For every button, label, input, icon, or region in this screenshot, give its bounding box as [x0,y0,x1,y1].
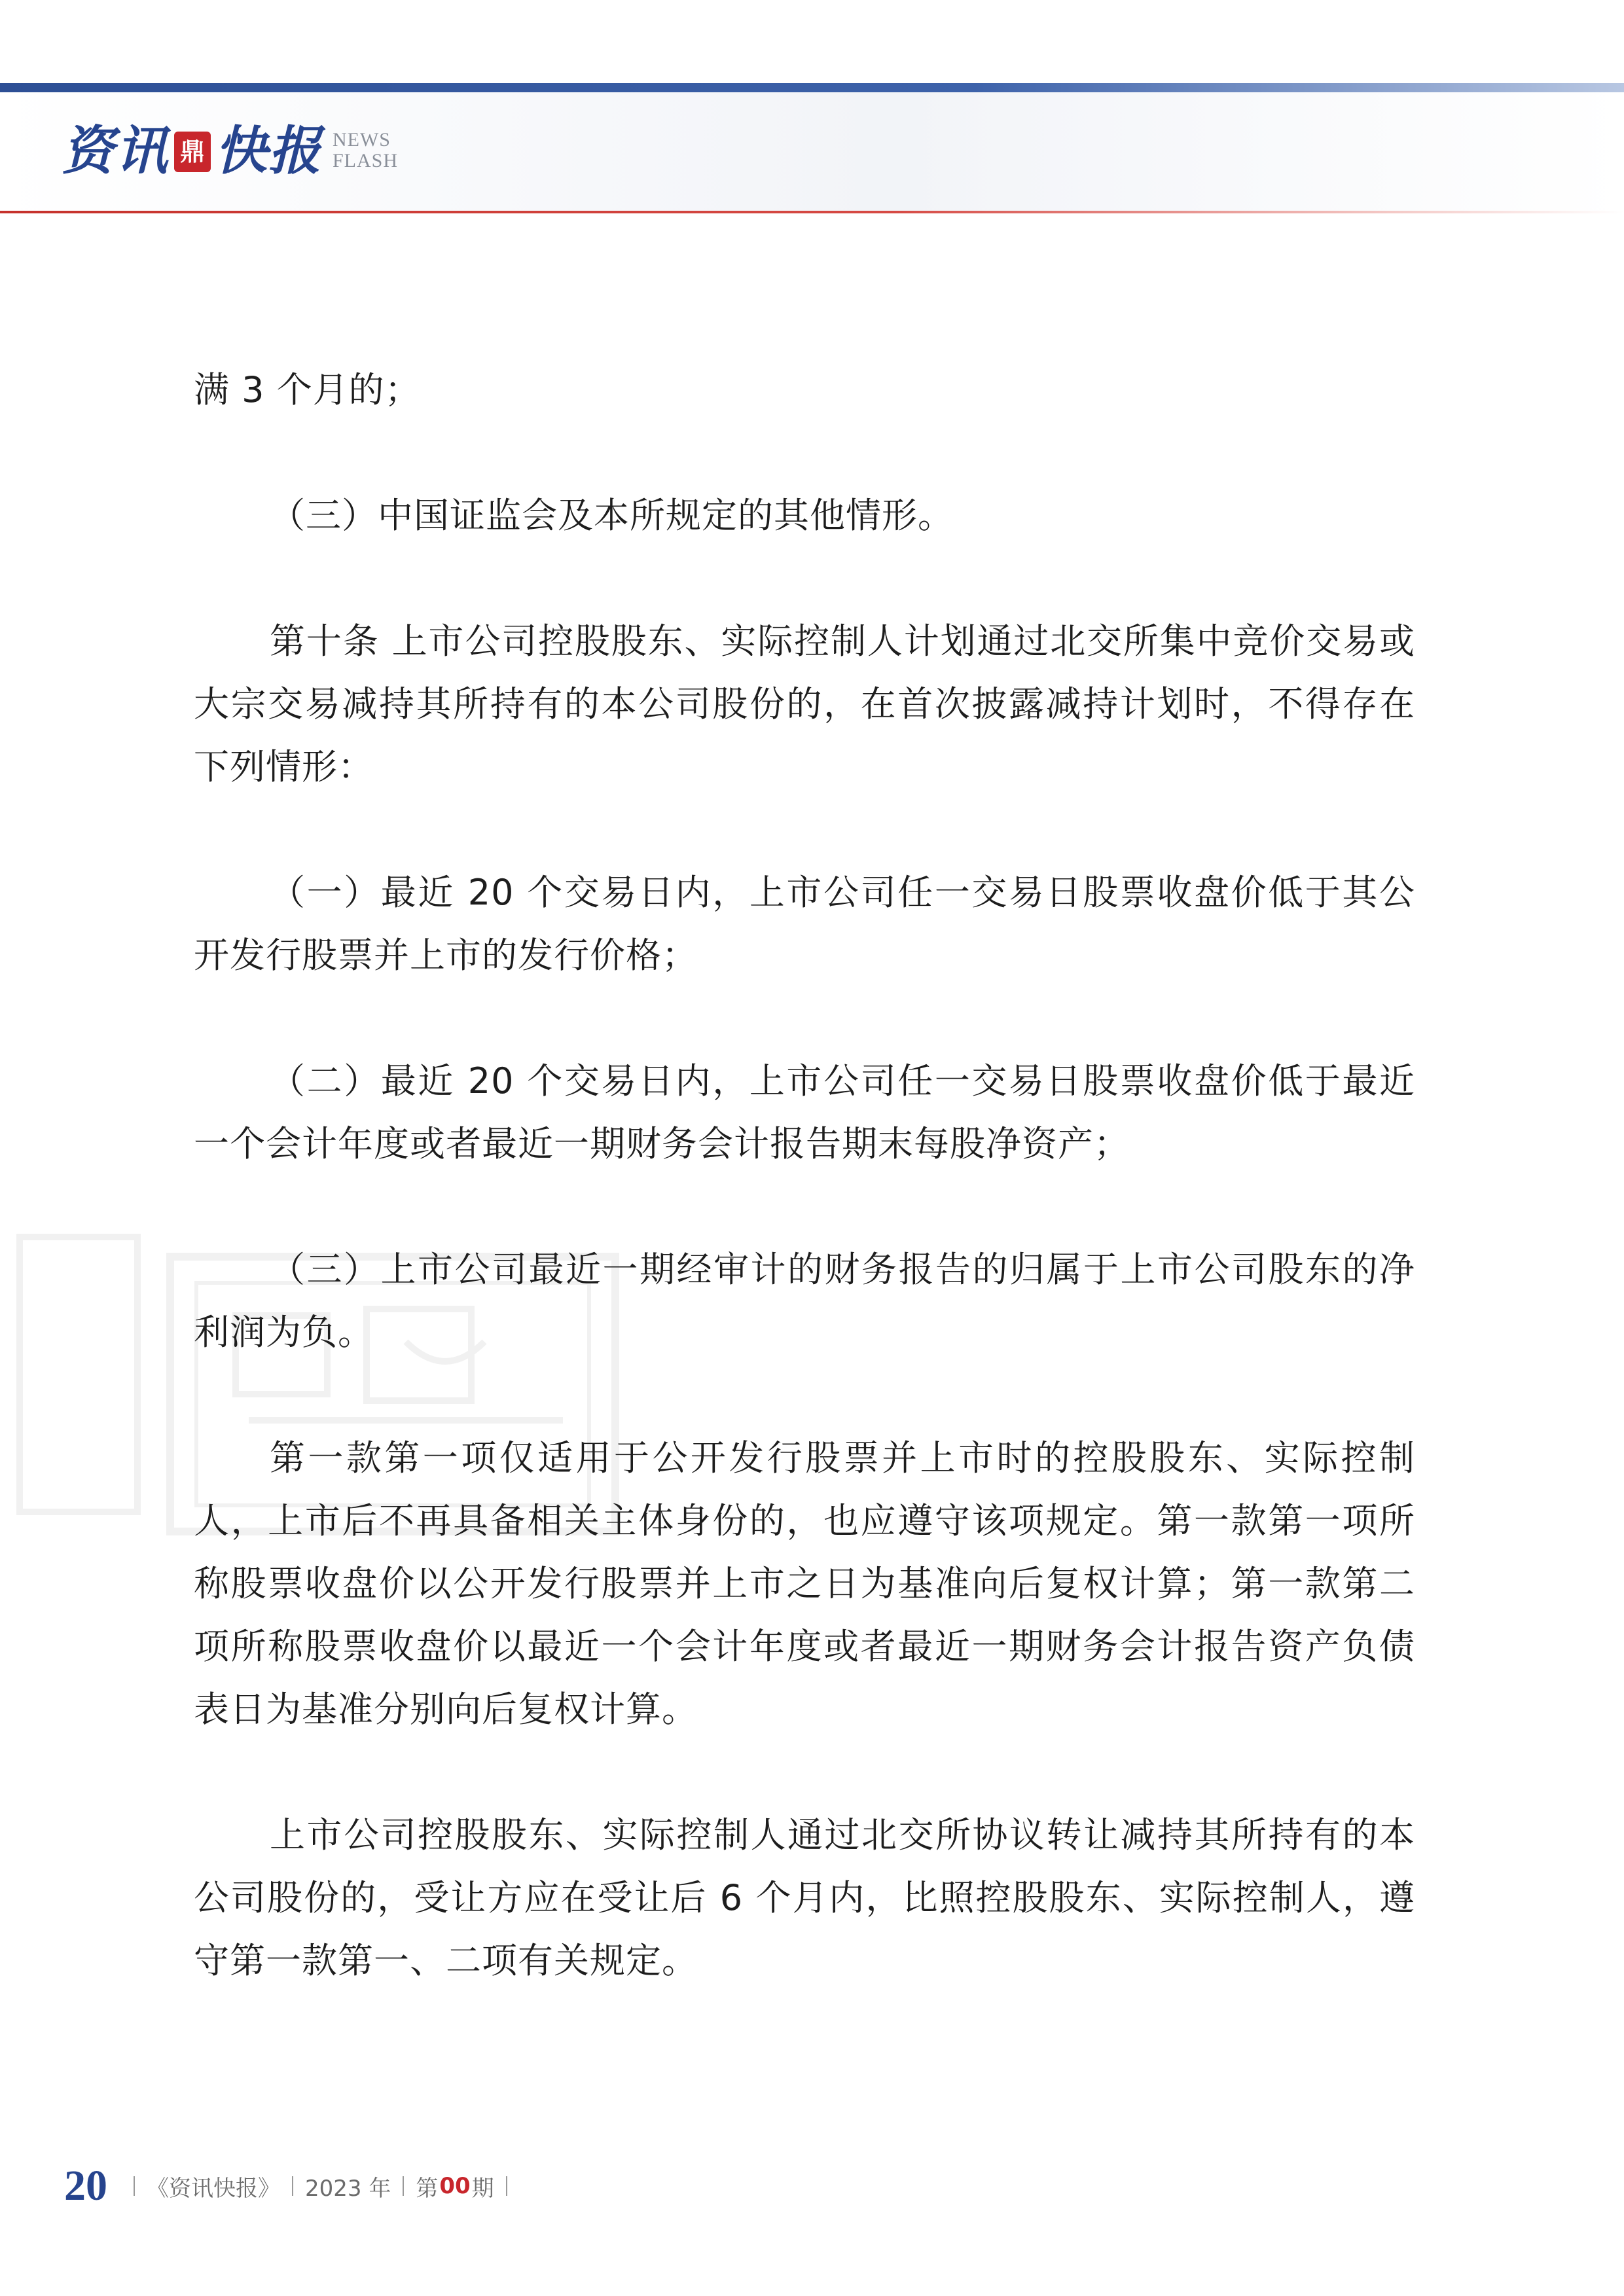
paragraph-item-2: （二）最近 20 个交易日内，上市公司任一交易日股票收盘价低于最近一个会计年度或者最近一期财务会计报告期末每股净资产； [194,1060,1415,1164]
footer-publication: 《资讯快报》 [147,2175,280,2202]
footer-issue-number: 00 [439,2173,471,2199]
seal-icon [174,132,211,172]
masthead-english-line2: FLASH [333,150,399,171]
masthead-english [333,130,398,171]
paragraph-item-3: （三）上市公司最近一期经审计的财务报告的归属于上市公司股东的净利润为负。 [194,1249,1415,1353]
paragraph-item-1: （一）最近 20 个交易日内，上市公司任一交易日股票收盘价低于其公开发行股票并上市的发行价格； [194,872,1415,976]
header-top-bar [0,83,1624,92]
footer-issue-suffix: 期 [471,2175,494,2202]
paragraph-clause-3: （三）中国证监会及本所规定的其他情形。 [270,495,954,536]
footer-divider [134,2176,135,2196]
paragraph-agreement-transfer: 上市公司控股股东、实际控制人通过北交所协议转让减持其所持有的本公司股份的，受让方应在受让后 6 个月内，比照控股股东、实际控制人，遵守第一款第一、二项有关规定。 [194,1814,1415,1981]
seal-character: 鼎 [179,137,205,166]
footer-divider [292,2176,293,2196]
article-body [194,359,1415,1992]
masthead-english-line1: NEWS [333,129,391,151]
masthead-logo [62,111,398,190]
masthead-title-part1: 资讯 [62,120,169,181]
paragraph-first-item-scope: 第一款第一项仅适用于公开发行股票并上市时的控股股东、实际控制人，上市后不再具备相关主体身份的，也应遵守该项规定。第一款第一项所称股票收盘价以公开发行股票并上市之日为基准向后复权计算；第一款第二项所称股票收盘价以最近一个会计年度或者最近一期财务会计报告资产负债表日为基准分别向后复权计算。 [194,1437,1415,1730]
paragraph-article-10: 第十条 上市公司控股股东、实际控制人计划通过北交所集中竞价交易或大宗交易减持其所持有的本公司股份的，在首次披露减持计划时，不得存在下列情形： [194,620,1415,787]
footer-divider [506,2176,507,2196]
page-footer [64,2160,519,2212]
footer-divider [403,2176,404,2196]
footer-year: 2023 年 [305,2175,391,2202]
page-number: 20 [64,2162,107,2210]
footer-issue-prefix: 第 [416,2175,439,2202]
paragraph-continuation: 满 3 个月的； [194,369,421,410]
masthead-title-part2: 快报 [215,120,322,181]
header-rule [0,211,1624,213]
